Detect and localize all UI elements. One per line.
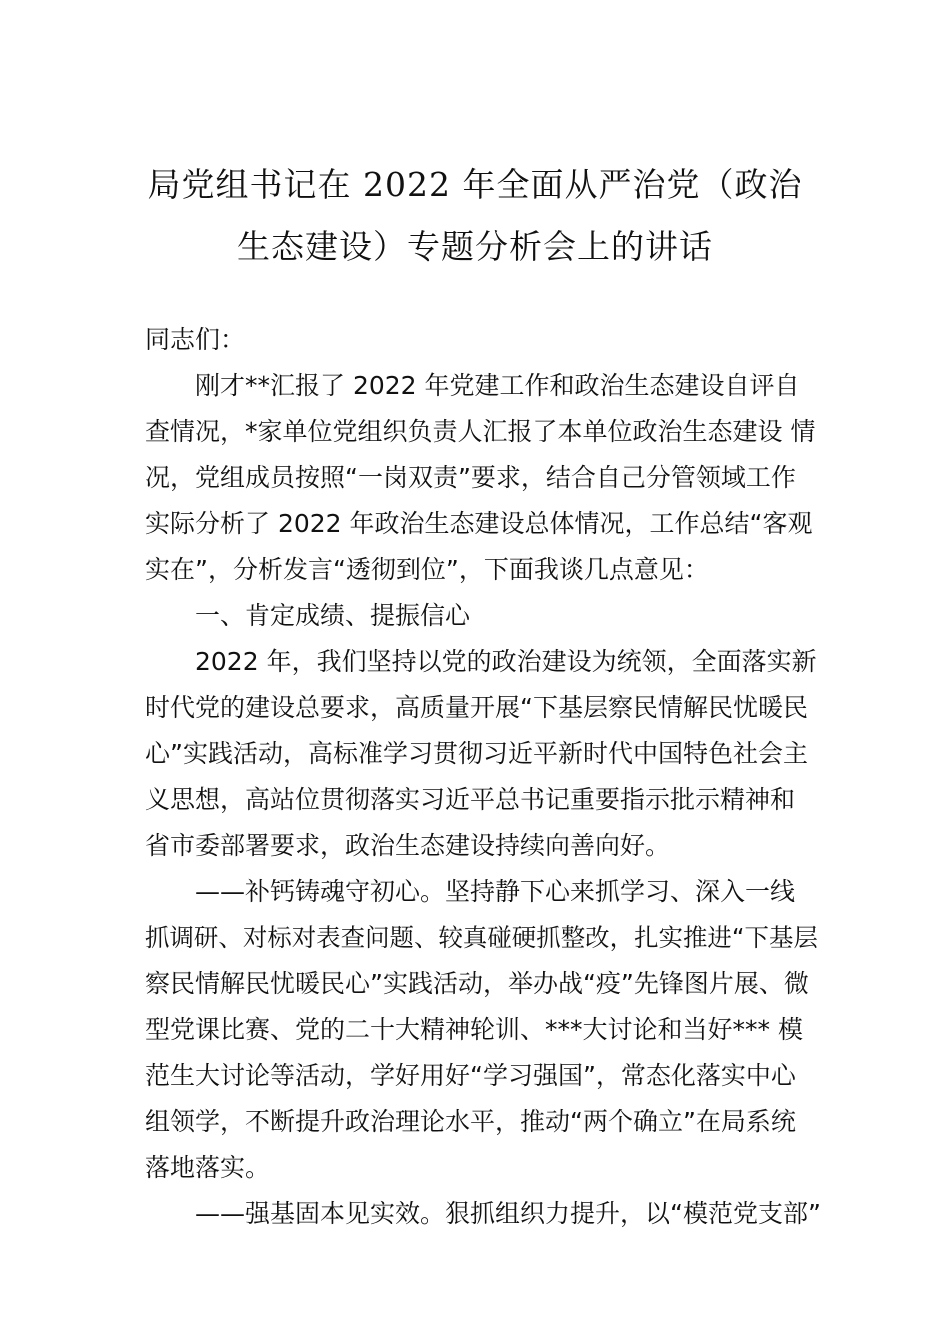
paragraph-line: ——补钙铸魂守初心。坚持静下心来抓学习、深入一线 [195,877,796,906]
paragraph-line: 落地落实。 [145,1153,271,1182]
paragraph-line: 实在”，分析发言“透彻到位”，下面我谈几点意见： [145,555,709,584]
paragraph-line: 范生大讨论等活动，学好用好“学习强国”，常态化落实中心 [145,1061,796,1090]
paragraph-line: 抓调研、对标对表查问题、较真碰硬抓整改，扎实推进“下基层 [145,923,818,952]
paragraph-line: 时代党的建设总要求，高质量开展“下基层察民情解民忧暖民 [145,693,808,722]
paragraph-line: 省市委部署要求，政治生态建设持续向善向好。 [145,831,671,860]
paragraph-line: 查情况，*家单位党组织负责人汇报了本单位政治生态建设 情 [145,417,816,446]
paragraph-line: 实际分析了 2022 年政治生态建设总体情况，工作总结“客观 [145,509,813,538]
paragraph-line: 型党课比赛、党的二十大精神轮训、***大讨论和当好*** 模 [145,1015,803,1044]
document-title-line-1: 局党组书记在 2022 年全面从严治党（政治 [147,165,803,204]
paragraph-line: 2022 年，我们坚持以党的政治建设为统领，全面落实新 [195,647,817,676]
paragraph-line: 心”实践活动，高标准学习贯彻习近平新时代中国特色社会主 [145,739,808,768]
document-title-line-2: 生态建设）专题分析会上的讲话 [237,227,713,266]
paragraph-line: 组领学，不断提升政治理论水平，推动“两个确立”在局系统 [145,1107,796,1136]
paragraph-line: 察民情解民忧暖民心”实践活动，举办战“疫”先锋图片展、微 [145,969,809,998]
salutation: 同志们： [145,325,246,354]
paragraph-line: 刚才**汇报了 2022 年党建工作和政治生态建设自评自 [195,371,800,400]
paragraph-line: ——强基固本见实效。狠抓组织力提升，以“模范党支部” [195,1199,821,1228]
paragraph-line: 义思想，高站位贯彻落实习近平总书记重要指示批示精神和 [145,785,796,814]
section-heading: 一、肯定成绩、提振信心 [195,601,471,630]
paragraph-line: 况，党组成员按照“一岗双责”要求，结合自己分管领域工作 [145,463,796,492]
